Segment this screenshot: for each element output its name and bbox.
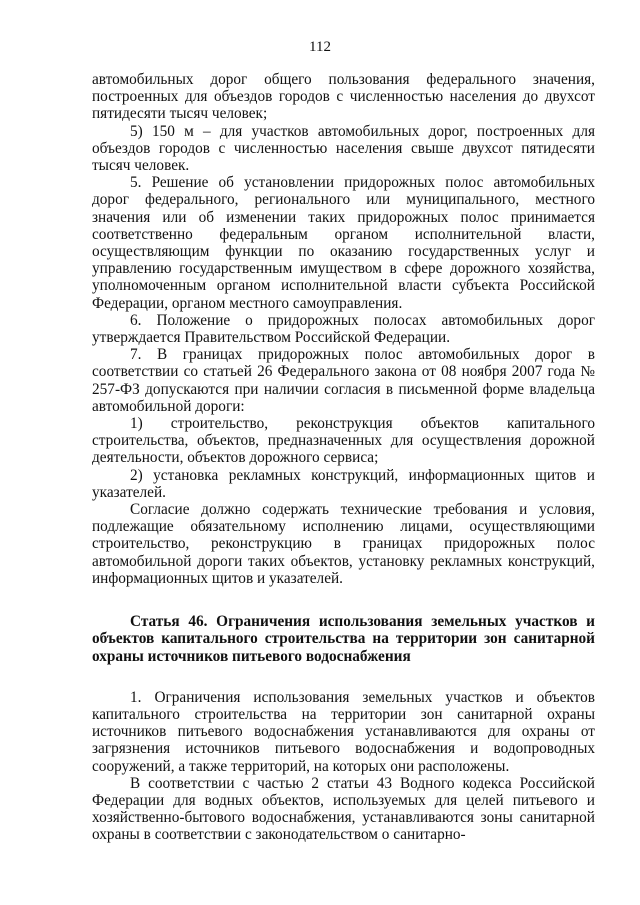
paragraph: Согласие должно содержать технические требования и условия, подлежащие обязательному исполнению лицами, осуществляющими строительство, реконструкцию в границах придорожных полос автомобильной дороги таких объектов, установку рекламных конструкций, информационных щитов и указателей.	[92, 501, 595, 587]
paragraph: 6. Положение о придорожных полосах автомобильных дорог утверждается Правительством Российской Федерации.	[92, 311, 595, 347]
spacer	[92, 587, 595, 613]
page-body	[92, 71, 595, 844]
paragraph: В соответствии с частью 2 статьи 43 Водного кодекса Российской Федерации для водных объектов, используемых для целей питьевого и хозяйственно-бытового водоснабжения, устанавливаются зоны санитарной охраны в соответствии с законодательством о санитарно-	[92, 774, 595, 844]
paragraph: 1. Ограничения использования земельных участков и объектов капитального строительства на территории зон санитарной охраны источников питьевого водоснабжения устанавливаются для охраны от загрязнения источников питьевого водоснабжения и водопроводных сооружений, а также территорий, на которых они расположены.	[92, 688, 595, 775]
article-heading: Статья 46. Ограничения использования земельных участков и объектов капитального строительства на территории зон санитарной охраны источников питьевого водоснабжения	[92, 613, 595, 665]
paragraph: автомобильных дорог общего пользования федерального значения, построенных для объездов городов с численностью населения до двухсот пятидесяти тысяч человек;	[92, 71, 595, 123]
spacer	[92, 665, 595, 689]
page-number: 112	[309, 39, 331, 55]
paragraph: 1) строительство, реконструкция объектов капитального строительства, объектов, предназначенных для осуществления дорожной деятельности, объектов дорожного сервиса;	[92, 415, 595, 467]
paragraph: 5) 150 м – для участков автомобильных дорог, построенных для объездов городов с численностью населения свыше двухсот пятидесяти тысяч человек.	[92, 122, 595, 175]
paragraph: 2) установка рекламных конструкций, информационных щитов и указателей.	[92, 466, 595, 501]
paragraph: 7. В границах придорожных полос автомобильных дорог в соответствии со статьей 26 Федерального закона от 08 ноября 2007 года № 257-ФЗ допускаются при наличии согласия в письменной форме владельца автомобильной дороги:	[92, 346, 595, 415]
paragraph: 5. Решение об установлении придорожных полос автомобильных дорог федерального, регионального или муниципального, местного значения или об изменении таких придорожных полос принимается соответственно федеральным органом исполнительной власти, осуществляющим функции по оказанию государственных услуг и управлению государственным имуществом в сфере дорожного хозяйства, уполномоченным органом исполнительной власти субъекта Российской Федерации, органом местного самоуправления.	[92, 174, 595, 312]
